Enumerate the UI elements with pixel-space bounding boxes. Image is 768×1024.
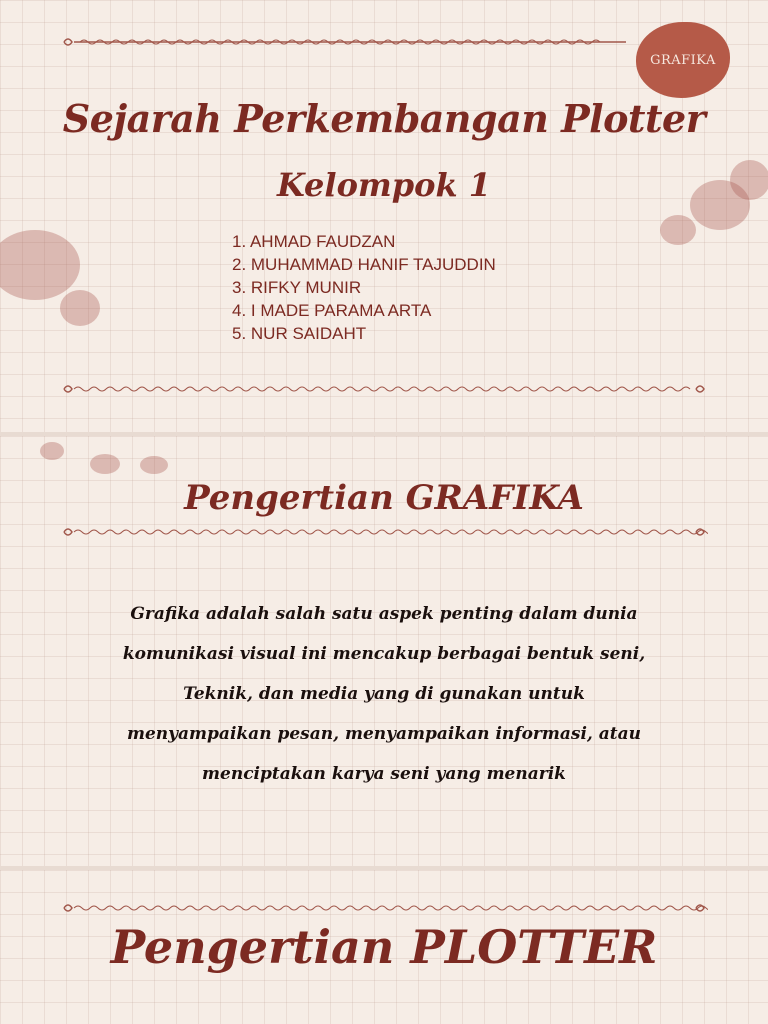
ink-stain [90, 454, 120, 474]
ink-stain [0, 230, 80, 300]
ornament-divider [60, 900, 708, 916]
list-item: 5. NUR SAIDAHT [232, 324, 367, 343]
list-item: 4. I MADE PARAMA ARTA [232, 301, 432, 320]
member-list [232, 230, 496, 345]
grafika-badge: GRAFIKA [636, 22, 730, 98]
slide-title [0, 0, 768, 432]
ornament-divider [60, 381, 708, 397]
ink-stain [660, 215, 696, 245]
section-title: Pengertian PLOTTER [110, 920, 658, 974]
ornament-divider [60, 524, 708, 540]
grafika-definition: Grafika adalah salah satu aspek penting dalam dunia komunikasi visual ini mencakup berbagai bentuk seni, Teknik, dan media yang di gunakan untuk menyampaikan pesan, menyampaikan informasi, atau menciptakan karya seni yang menarik [122, 604, 646, 784]
list-item: 2. MUHAMMAD HANIF TAJUDDIN [232, 255, 496, 274]
ink-stain [40, 442, 64, 460]
ink-stain [60, 290, 100, 326]
ornament-divider [60, 34, 640, 50]
slide-title-text: Sejarah Perkembangan Plotter [62, 96, 706, 141]
ink-stain [140, 456, 168, 474]
group-subtitle: Kelompok 1 [276, 166, 492, 204]
slide-grafika [0, 436, 768, 866]
section-title: Pengertian GRAFIKA [184, 478, 584, 518]
list-item: 3. RIFKY MUNIR [232, 278, 362, 297]
list-item: 1. AHMAD FAUDZAN [232, 232, 396, 251]
slide-plotter [0, 870, 768, 1024]
